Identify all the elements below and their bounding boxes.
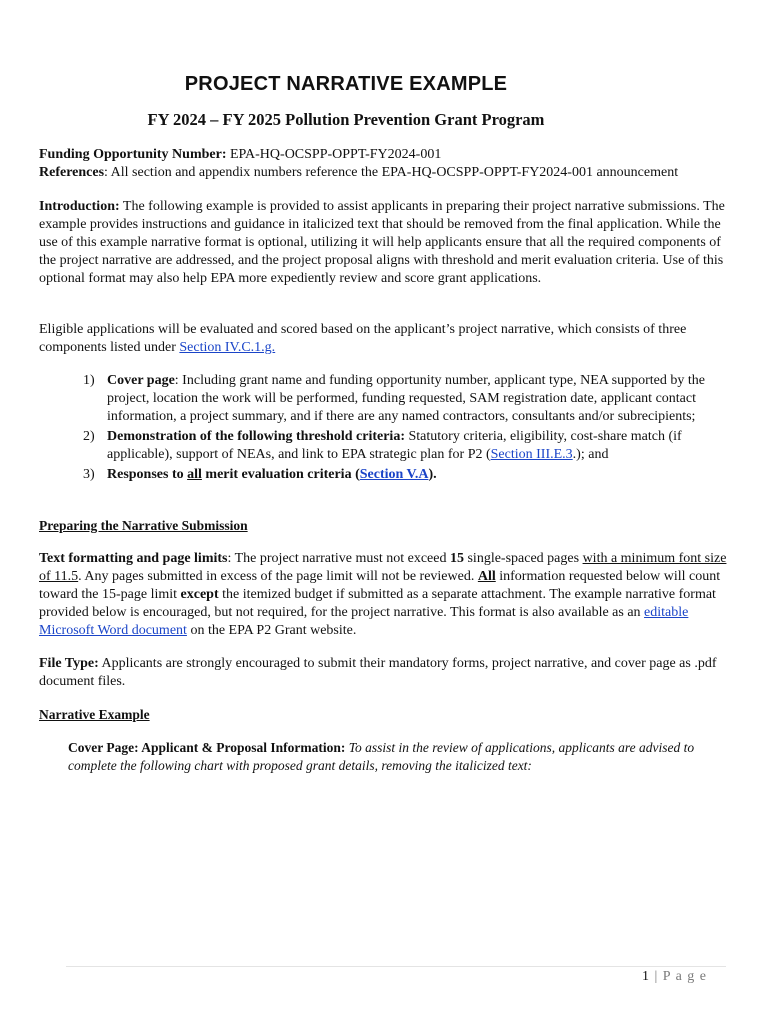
list-item-after: .); and [572, 447, 609, 462]
list-item [83, 372, 731, 426]
narrative-heading-text: Narrative Example [39, 707, 150, 722]
formatting-text-1: : The project narrative must not exceed [227, 551, 450, 566]
list-item [83, 428, 731, 464]
preparing-heading-text: Preparing the Narrative Submission [39, 518, 248, 533]
all-emphasis: all [187, 467, 202, 482]
filetype-paragraph [39, 655, 731, 691]
footer-separator: | [649, 969, 663, 984]
references-value: : All section and appendix numbers reference the EPA-HQ-OCSPP-OPPT-FY2024-001 announcement [104, 165, 679, 180]
formatting-text-2: single-spaced pages [463, 551, 583, 566]
list-item-bold-b: merit evaluation criteria ( [201, 467, 360, 482]
word-document-link[interactable]: editable Microsoft Word document [39, 605, 689, 638]
list-item-bold: Cover page [107, 373, 175, 388]
introduction-paragraph [39, 198, 731, 288]
list-item-after: ). [428, 467, 437, 482]
funding-label: Funding Opportunity Number: [39, 147, 227, 162]
section-v-link[interactable]: Section V.A [359, 467, 429, 482]
formatting-text-4: information requested below will count toward the 15-page limit [39, 569, 721, 602]
eligible-text: Eligible applications will be evaluated and scored based on the applicant’s project narrative, which consists of three components listed under [39, 322, 687, 355]
introduction-text: The following example is provided to assist applicants in preparing their project narrative submissions. The example provides instructions and guidance in italicized text that should be removed from the final application. While the use of this example narrative format is optional, utilizing it will help applicants ensure that all the required components of the project narrative are addressed, and the project proposal aligns with threshold and merit evaluation criteria. Use of this optional format may also help EPA more expediently review and score grant applications. [39, 199, 725, 286]
page-label: P a g e [662, 969, 707, 984]
formatting-text-5: the itemized budget if submitted as a separate attachment. The example narrative format provided below is encouraged, but not required, for the project narrative. This format is also available as an [39, 587, 716, 620]
formatting-label: Text formatting and page limits [39, 551, 228, 566]
footer-divider [66, 966, 726, 967]
list-number: 2) [83, 429, 95, 444]
except-emphasis: except [180, 587, 219, 602]
page-limit-number: 15 [449, 551, 464, 566]
introduction-label: Introduction: [39, 199, 120, 214]
narrative-heading [39, 706, 731, 724]
formatting-text-3: . Any pages submitted in excess of the page limit will not be reviewed. [78, 569, 478, 584]
formatting-text-6: on the EPA P2 Grant website. [186, 623, 357, 638]
eligible-paragraph [39, 321, 731, 357]
page-number: 1 [641, 969, 650, 984]
cover-page-paragraph [68, 739, 728, 775]
list-item-text: : Including grant name and funding opportunity number, applicant type, NEA supported by the project, location the work will be performed, funding requested, SAM registration date, applicant contact information, a project summary, and if there are any named contractors, consultants and/or subrecipients; [107, 373, 705, 424]
formatting-paragraph [39, 550, 731, 640]
list-number: 3) [83, 467, 95, 482]
funding-info [39, 146, 731, 182]
cover-page-label: Cover Page: Applicant & Proposal Information: [68, 740, 346, 755]
page-footer [642, 969, 707, 985]
filetype-text: Applicants are strongly encouraged to submit their mandatory forms, project narrative, and cover page as .pdf document files. [39, 656, 717, 689]
document-subtitle: FY 2024 – FY 2025 Pollution Prevention Grant Program [147, 110, 545, 129]
all-emphasis: All [477, 569, 496, 584]
funding-value: EPA-HQ-OCSPP-OPPT-FY2024-001 [226, 147, 442, 162]
section-iv-link[interactable]: Section IV.C.1.g. [179, 340, 276, 355]
list-item-bold: Demonstration of the following threshold criteria: [107, 429, 405, 444]
font-size-requirement: with a minimum font size of 11.5 [39, 551, 727, 584]
section-iii-link[interactable]: Section III.E.3 [490, 447, 573, 462]
list-item-text: Statutory criteria, eligibility, cost-share match (if applicable), support of NEAs, and link to EPA strategic plan for P2 ( [107, 429, 682, 462]
filetype-label: File Type: [39, 656, 99, 671]
components-list [83, 372, 731, 486]
preparing-heading [39, 517, 731, 535]
document-title: PROJECT NARRATIVE EXAMPLE [184, 73, 508, 95]
list-number: 1) [83, 373, 95, 388]
references-label: References [39, 165, 105, 180]
list-item-bold: Responses to [107, 467, 188, 482]
cover-page-instructions: To assist in the review of applications, applicants are advised to complete the following chart with proposed grant details, removing the italicized text: [68, 740, 695, 773]
list-item [83, 466, 731, 484]
